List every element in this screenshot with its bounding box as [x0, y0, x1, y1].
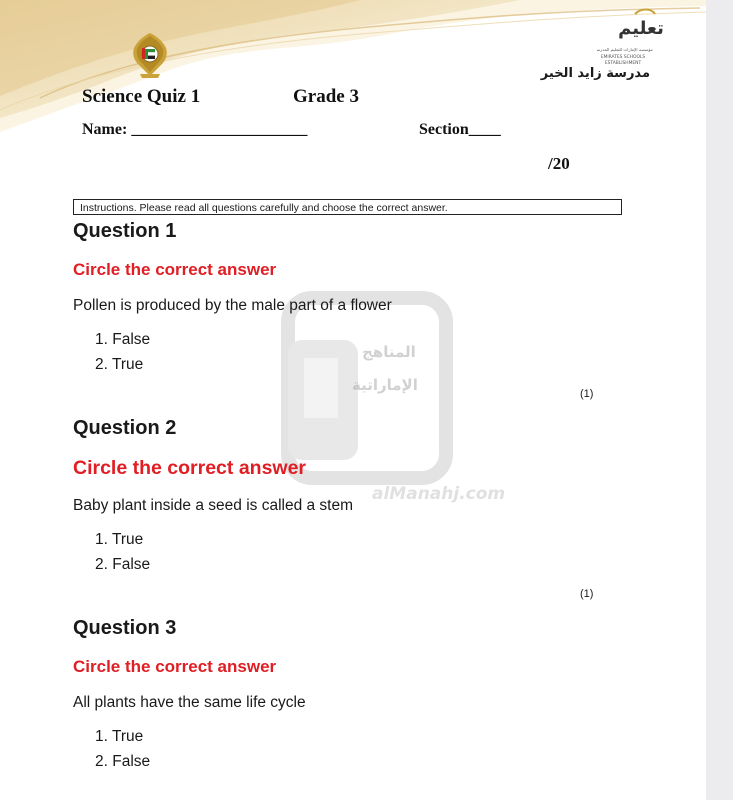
- section-field[interactable]: Section____: [419, 121, 501, 138]
- question-2-option-1[interactable]: 1. True: [95, 531, 144, 548]
- watermark-text-1: المناهج: [362, 343, 416, 361]
- question-2-title: Question 2: [73, 417, 177, 439]
- question-3-instruction: Circle the correct answer: [73, 657, 277, 676]
- question-3-option-2[interactable]: 2. False: [95, 753, 151, 770]
- grade-label: Grade 3: [293, 86, 359, 107]
- question-1-instruction: Circle the correct answer: [73, 260, 277, 279]
- instructions-box: Instructions. Please read all questions carefully and choose the correct answer.: [73, 199, 622, 215]
- question-2-option-2[interactable]: 2. False: [95, 556, 151, 573]
- school-name: مدرسة زايد الخير: [540, 66, 650, 81]
- question-1-title: Question 1: [73, 220, 177, 242]
- ese-logo: [597, 6, 677, 66]
- question-1-text: Pollen is produced by the male part of a flower: [73, 297, 392, 314]
- logo-text: تعليم: [618, 18, 664, 39]
- watermark-site: alManahj.com: [372, 484, 506, 504]
- logo-subtext-arabic: مؤسسة الإمارات للتعليم المدرسي: [597, 47, 653, 52]
- logo-subtext-en-2: ESTABLISHMENT: [604, 61, 642, 66]
- score-total: /20: [548, 154, 570, 173]
- question-3-text: All plants have the same life cycle: [73, 694, 306, 711]
- question-3-title: Question 3: [73, 617, 177, 639]
- uae-emblem-icon: [128, 30, 172, 82]
- question-1-marks: (1): [580, 388, 594, 400]
- logo-subtext-en-1: EMIRATES SCHOOLS: [600, 55, 646, 60]
- question-2-instruction: Circle the correct answer: [73, 457, 307, 479]
- question-1-option-1[interactable]: 1. False: [95, 331, 151, 348]
- question-2-text: Baby plant inside a seed is called a stem: [73, 497, 354, 514]
- viewer-margin: [706, 0, 733, 800]
- watermark-text-2: الإماراتية: [352, 376, 418, 394]
- name-field[interactable]: Name: ______________________: [82, 121, 308, 138]
- question-2-marks: (1): [580, 588, 594, 600]
- question-3-option-1[interactable]: 1. True: [95, 728, 144, 745]
- quiz-title: Science Quiz 1: [82, 86, 201, 107]
- question-1-option-2[interactable]: 2. True: [95, 356, 144, 373]
